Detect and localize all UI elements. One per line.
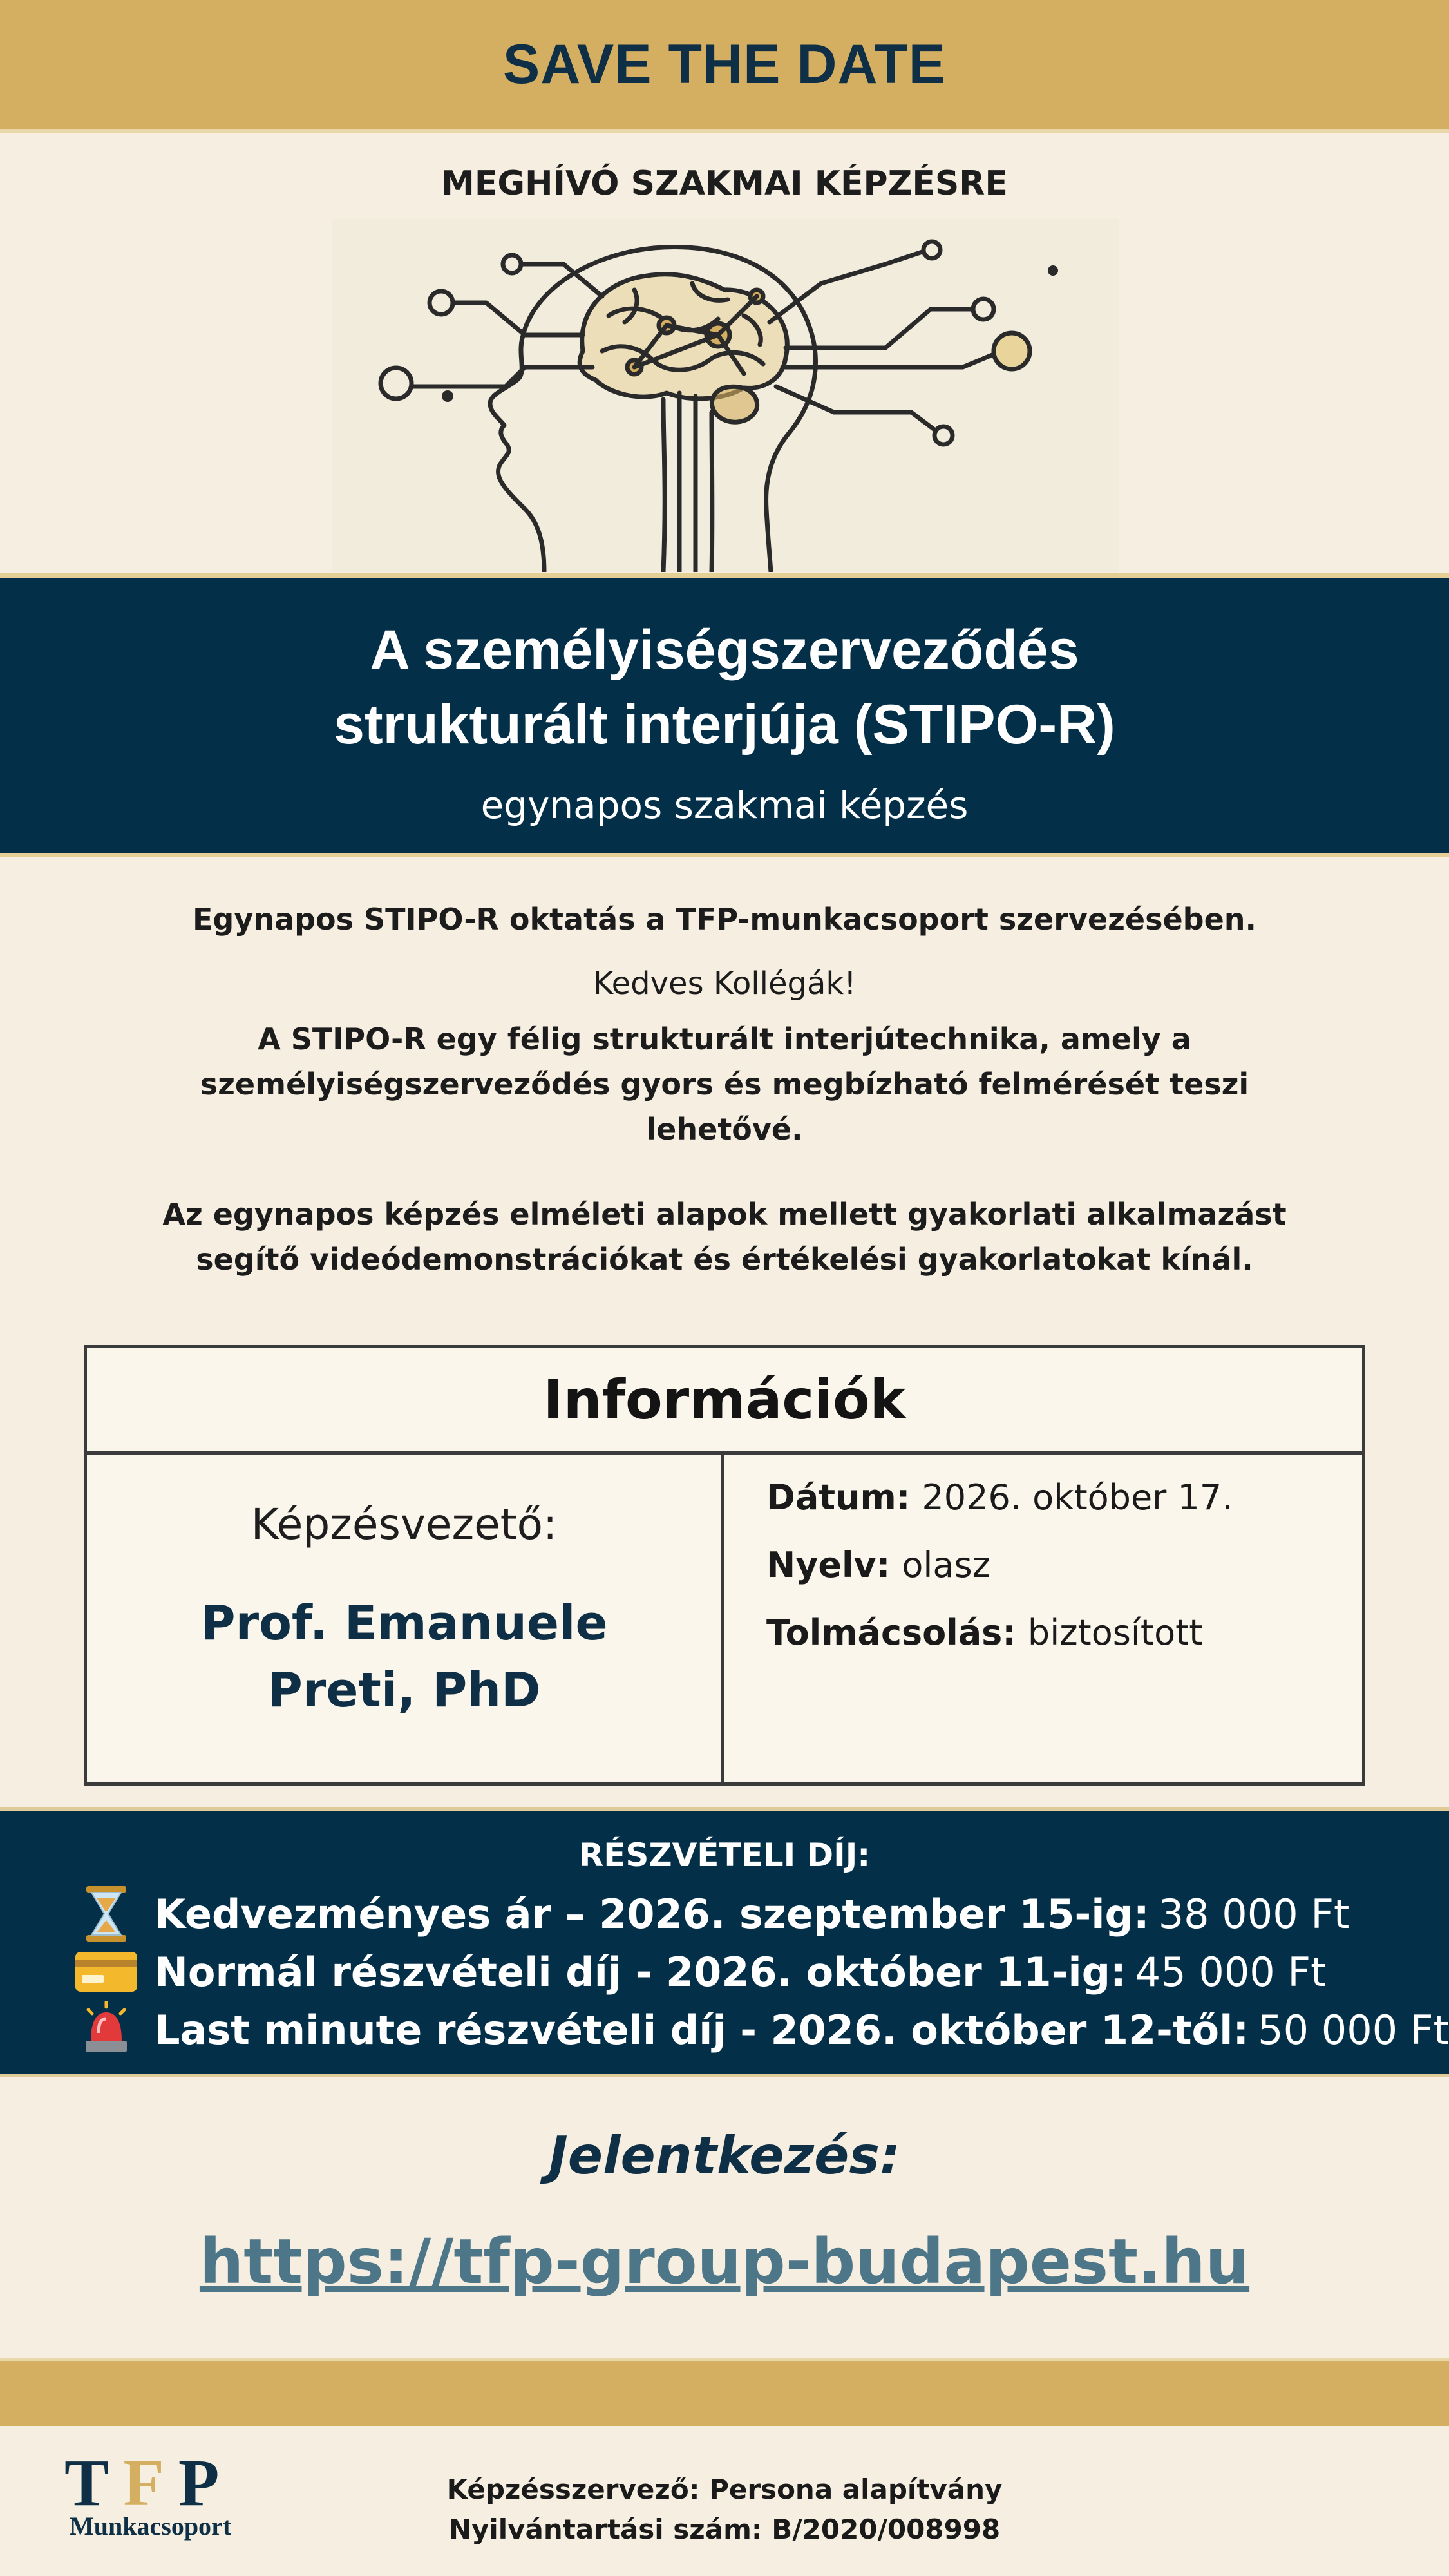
fee-normal-label: Normál részvételi díj - 2026. október 11-ig: [155,1948,1126,1996]
title-banner [0,573,1449,857]
fee-banner [0,1807,1449,2077]
fee-last-minute-price: 50 000 Ft [1258,2006,1449,2054]
intro-lead: Egynapos STIPO-R oktatás a TFP-munkacsoport szervezésében. [192,902,1257,937]
intro-paragraph-2-line1: Az egynapos képzés elméleti alapok mellett gyakorlati alkalmazást [162,1197,1287,1232]
info-row-language [766,1545,990,1585]
interpreting-label: Tolmácsolás: [766,1612,1016,1653]
intro-paragraph-2-line2: segítő videódemonstrációkat és értékelési gyakorlatokat kínál. [196,1242,1253,1277]
info-table [84,1345,1365,1786]
info-heading: Információk [87,1348,1362,1455]
date-label: Dátum: [766,1477,911,1518]
course-title-line1: A személyiségszerveződés [370,619,1079,681]
language-label: Nyelv: [766,1545,891,1585]
registration-heading: Jelentkezés: [549,2126,900,2186]
siren-icon [71,2001,142,2059]
info-row-interpreting [766,1612,1202,1653]
intro-paragraph-1-line3: lehetővé. [646,1112,803,1147]
logo-letter-t: T [64,2446,124,2520]
registry-number: Nyilvántartási szám: B/2020/008998 [448,2514,1001,2545]
fee-normal-price: 45 000 Ft [1135,1948,1327,1996]
course-subtitle: egynapos szakmai képzés [480,783,969,827]
logo-subtitle: Munkacsoport [70,2512,232,2541]
intro-paragraph-1-line1: A STIPO-R egy félig strukturált interjútechnika, amely a [258,1022,1191,1056]
save-the-date-banner [0,0,1449,133]
language-value: olasz [902,1545,990,1585]
logo-letter-f: F [123,2446,178,2520]
fee-last-minute-label: Last minute részvételi díj - 2026. október 12-től: [155,2006,1249,2054]
fee-row-last-minute [71,2001,1449,2059]
fee-row-normal [71,1943,1326,2001]
leader-name-line2: Preti, PhD [267,1663,541,1718]
leader-cell [87,1455,724,1786]
credit-card-icon [71,1943,142,2001]
intro-paragraph-1-line2: személyiségszerveződés gyors és megbízható felmérését teszi [200,1067,1249,1102]
fee-early-label: Kedvezményes ár – 2026. szeptember 15-ig: [155,1890,1150,1938]
info-row-date [766,1477,1233,1518]
fee-heading: RÉSZVÉTELI DÍJ: [578,1837,871,1874]
invite-heading: MEGHÍVÓ SZAKMAI KÉPZÉSRE [441,164,1008,203]
date-value: 2026. október 17. [922,1477,1233,1518]
fee-early-price: 38 000 Ft [1158,1890,1350,1938]
organizer-text: Képzésszervező: Persona alapítvány [446,2474,1003,2505]
leader-label: Képzésvezető: [251,1500,558,1549]
greeting: Kedves Kollégák! [592,966,857,1002]
leader-name-line1: Prof. Emanuele [200,1596,608,1651]
leader-name [87,1590,721,1724]
interpreting-value: biztosított [1027,1612,1203,1653]
hourglass-icon [71,1885,142,1943]
save-the-date-text: SAVE THE DATE [502,33,947,95]
fee-row-early [71,1885,1349,1943]
registration-link[interactable]: https://tfp-group-budapest.hu [199,2226,1250,2298]
logo-letter-p: P [178,2446,234,2520]
course-title-line2: strukturált interjúja (STIPO-R) [334,694,1115,756]
brain-head-illustration [332,219,1119,572]
bottom-gold-banner [0,2358,1449,2426]
